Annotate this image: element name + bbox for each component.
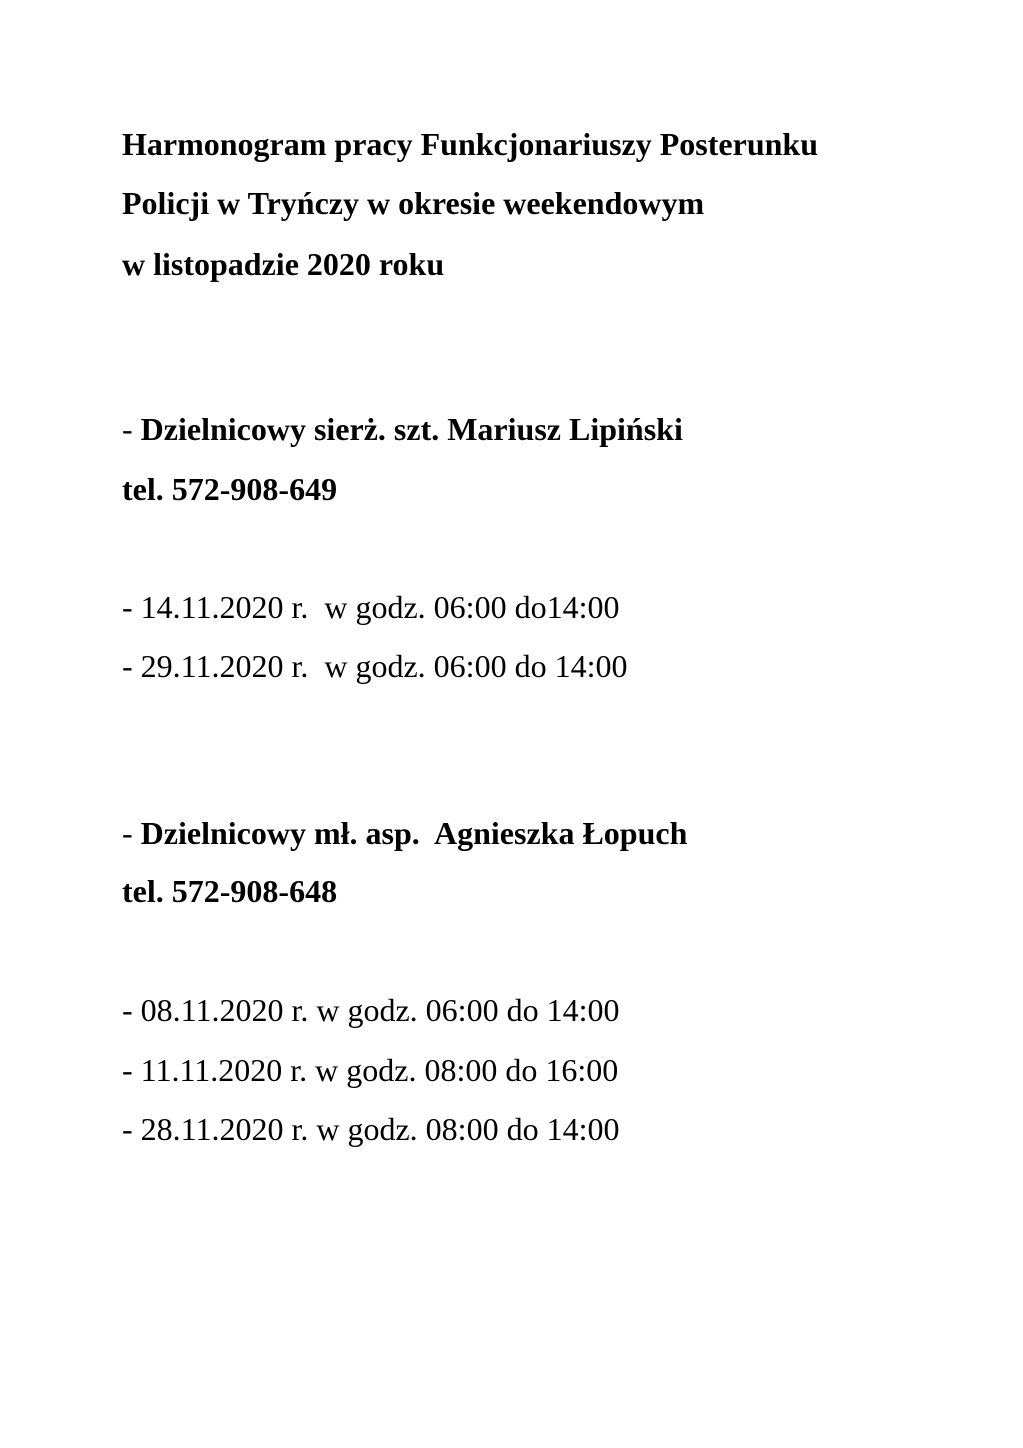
title-line-1: Harmonogram pracy Funkcjonariuszy Posterunku: [122, 126, 818, 162]
title-line-2: Policji w Tryńczy w okresie weekendowym: [122, 185, 705, 221]
shift-item: - 29.11.2020 r. w godz. 06:00 do 14:00: [122, 648, 628, 684]
list-dash: -: [122, 815, 141, 851]
officer-name-line: [122, 409, 683, 449]
title-line-3: w listopadzie 2020 roku: [122, 246, 445, 282]
shift-item: - 14.11.2020 r. w godz. 06:00 do14:00: [122, 589, 620, 625]
officer-phone: tel. 572-908-649: [122, 471, 338, 507]
officer-phone: tel. 572-908-648: [122, 873, 338, 909]
shift-item: - 08.11.2020 r. w godz. 06:00 do 14:00: [122, 992, 620, 1028]
shift-item: - 28.11.2020 r. w godz. 08:00 do 14:00: [122, 1111, 620, 1147]
list-dash: -: [122, 411, 141, 447]
officer-name: Dzielnicowy sierż. szt. Mariusz Lipiński: [140, 411, 683, 447]
shift-item: - 11.11.2020 r. w godz. 08:00 do 16:00: [122, 1052, 619, 1088]
officer-name-line: [122, 813, 687, 853]
officer-name: Dzielnicowy mł. asp. Agnieszka Łopuch: [140, 815, 688, 851]
